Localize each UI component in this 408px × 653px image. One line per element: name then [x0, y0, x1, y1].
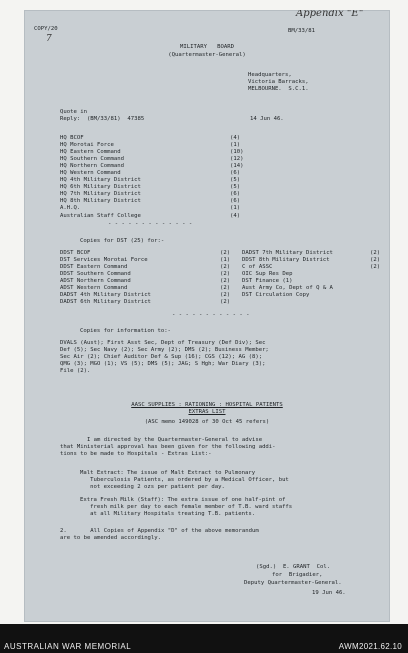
text-line: Extra Fresh Milk (Staff): The extra issue of one half-pint of	[80, 497, 286, 503]
list-item	[60, 198, 250, 205]
list-item	[242, 278, 384, 285]
address-line-2: Victoria Barracks,	[248, 79, 309, 85]
copy-number: COPY/20	[34, 26, 58, 32]
text-line: not exceeding 2 ozs per patient per day.	[80, 484, 225, 491]
item-name: DDST BCOF	[60, 250, 91, 256]
signature-line-3: Deputy Quartermaster-General.	[244, 580, 342, 586]
item-name: DADST 6th Military District	[60, 299, 151, 306]
item-count: (4)	[230, 135, 241, 141]
item-count: (6)	[230, 170, 241, 177]
text-line: tions to be made to Hospitals - Extras List:-	[60, 451, 212, 458]
paragraph-malt-extract	[80, 470, 289, 491]
handwritten-mark: 7	[46, 34, 52, 44]
text-line: fresh milk per day to each female member of T.B. ward staffs	[80, 504, 293, 511]
text-line: QMG (3); MGO (1); VS (5); DMS (5); JAG; S Hgh; War Diary (3);	[60, 361, 266, 368]
item-name: DST Services Morotai Force	[60, 257, 148, 264]
address-line-3: MELBOURNE. S.C.1.	[248, 86, 309, 92]
board-subtitle: (Quartermaster-General)	[168, 52, 246, 58]
item-name: DDST Eastern Command	[60, 264, 128, 271]
divider-dashes: - - - - - - - - - - - -	[172, 312, 250, 318]
list-item	[242, 257, 384, 264]
top-reference: BM/33/81	[288, 28, 315, 34]
list-item	[60, 142, 250, 149]
text-line: are to be amended accordingly.	[60, 535, 162, 542]
paragraph-2	[60, 528, 259, 542]
item-name: Australian Staff College	[60, 212, 141, 219]
item-name: HQ 6th Military District	[60, 184, 141, 191]
item-count: (2)	[220, 285, 231, 292]
item-count: (12)	[230, 156, 244, 163]
item-count: (2)	[220, 271, 231, 278]
subject-heading: AASC SUPPLIES : RATIONING : HOSPITAL PATIENTS	[131, 402, 283, 408]
item-name: DDST Southern Command	[60, 271, 131, 278]
item-name: HQ 8th Military District	[60, 198, 141, 205]
handwritten-appendix-note: Appendix "E"	[296, 10, 364, 19]
list-item	[242, 271, 384, 278]
list-item	[60, 163, 250, 170]
list-item	[60, 278, 238, 285]
list-item	[60, 213, 250, 220]
list-item	[60, 271, 238, 278]
item-count: (2)	[220, 264, 231, 271]
list-item	[242, 285, 384, 292]
info-list	[60, 340, 269, 375]
list-item	[60, 257, 238, 264]
subject-subheading: EXTRAS LIST	[188, 409, 226, 415]
quote-in: Quote in	[60, 109, 87, 115]
list-item	[60, 250, 238, 257]
copies-right-list	[242, 250, 384, 299]
memo-date: 14 Jun 46.	[250, 116, 284, 122]
item-count: (5)	[230, 177, 241, 184]
footer-accession-number: AWM2021.62.10	[338, 642, 402, 651]
divider-dashes: - - - - - - - - - - - - -	[108, 221, 193, 227]
list-item	[242, 292, 384, 299]
document-page	[24, 10, 390, 622]
archive-footer	[0, 624, 408, 653]
item-name: C of ASSC	[242, 264, 273, 271]
footer-institution: AUSTRALIAN WAR MEMORIAL	[4, 642, 132, 651]
list-item	[242, 264, 384, 271]
list-item	[60, 292, 238, 299]
item-name: HQ Eastern Command	[60, 149, 121, 156]
item-count: (6)	[230, 198, 241, 205]
subject-reference: (ASC memo 149028 of 30 Oct 45 refers)	[144, 419, 270, 425]
item-count: (1)	[230, 205, 241, 212]
list-item	[60, 184, 250, 191]
item-count: (2)	[370, 264, 381, 271]
item-name: HQ Western Command	[60, 170, 121, 177]
signature-line-2: for Brigadier,	[272, 572, 323, 578]
text-line: File (2).	[60, 368, 91, 375]
item-count: (2)	[370, 257, 381, 264]
text-line: at all Military Hospitals treating T.B. patients.	[80, 511, 256, 518]
item-name: Aust Army Co, Dept of Q & A	[242, 285, 333, 292]
info-heading: Copies for information to:-	[80, 328, 171, 334]
item-count: (4)	[230, 212, 241, 219]
item-count: (10)	[230, 149, 244, 156]
item-name: DDST 8th Military District	[242, 257, 330, 264]
item-count: (1)	[220, 257, 231, 264]
item-count: (14)	[230, 163, 244, 170]
copies-heading: Copies for DST (25) for:-	[80, 238, 165, 244]
list-item	[60, 135, 250, 142]
item-count: (2)	[220, 278, 231, 285]
item-name: ADST Western Command	[60, 285, 128, 292]
address-line-1: Headquarters,	[248, 72, 292, 78]
list-item	[60, 177, 250, 184]
item-name: OIC Sup Res Dep	[242, 271, 293, 278]
item-name: HQ Southern Command	[60, 156, 124, 163]
text-line: 2. All Copies of Appendix "D" of the above memorandum	[60, 528, 259, 534]
signature-line-1: (Sgd.) E. GRANT Col.	[256, 564, 331, 570]
item-name: DADST 7th Military District	[242, 250, 333, 256]
item-name: DST Circulation Copy	[242, 292, 310, 299]
list-item	[60, 170, 250, 177]
item-name: ADST Northern Command	[60, 278, 131, 285]
item-name: HQ 7th Military District	[60, 191, 141, 198]
text-line: Sec Air (2); Chief Auditor Def & Sup (16); CGS (12); AG (8);	[60, 354, 263, 361]
item-name: DST Finance (1)	[242, 278, 293, 285]
paragraph-extra-milk	[80, 497, 292, 518]
text-line: I am directed by the Quartermaster-General to advise	[60, 437, 263, 443]
list-item	[60, 149, 250, 156]
text-line: that Ministerial approval has been given for the following addi-	[60, 444, 276, 451]
signature-date: 19 Jun 46.	[312, 590, 346, 596]
list-item	[60, 205, 250, 212]
item-count: (2)	[220, 299, 231, 306]
list-item	[60, 299, 238, 306]
item-count: (1)	[230, 142, 241, 149]
item-name: DADST 4th Military District	[60, 292, 151, 299]
item-count: (6)	[230, 191, 241, 198]
paragraph-1	[60, 437, 276, 458]
text-line: Tuberculosis Patients, as ordered by a Medical Officer, but	[80, 477, 289, 484]
copies-left-list	[60, 250, 238, 306]
reply-reference: Reply: (BM/33/81) 47385	[60, 116, 145, 122]
text-line: DVALS (Aust); First Asst Sec, Dept of Treasury (Def Div); Sec	[60, 340, 266, 346]
item-name: HQ 4th Military District	[60, 177, 141, 184]
item-name: HQ BCOF	[60, 135, 84, 141]
text-line: Def (5); Sec Navy (2); Sec Army (2); DMS (2); Business Member;	[60, 347, 269, 354]
list-item	[60, 285, 238, 292]
item-count: (2)	[220, 292, 231, 299]
distribution-list	[60, 135, 250, 220]
list-item	[60, 156, 250, 163]
text-line: Malt Extract: The issue of Malt Extract to Pulmonary	[80, 470, 256, 476]
list-item	[60, 191, 250, 198]
item-name: HQ Northern Command	[60, 163, 124, 170]
item-count: (2)	[220, 250, 231, 256]
board-title: MILITARY BOARD	[180, 44, 234, 50]
list-item	[242, 250, 384, 257]
item-count: (5)	[230, 184, 241, 191]
list-item	[60, 264, 238, 271]
item-name: A.H.Q.	[60, 205, 81, 212]
item-name: HQ Morotai Force	[60, 142, 114, 149]
item-count: (2)	[370, 250, 381, 256]
